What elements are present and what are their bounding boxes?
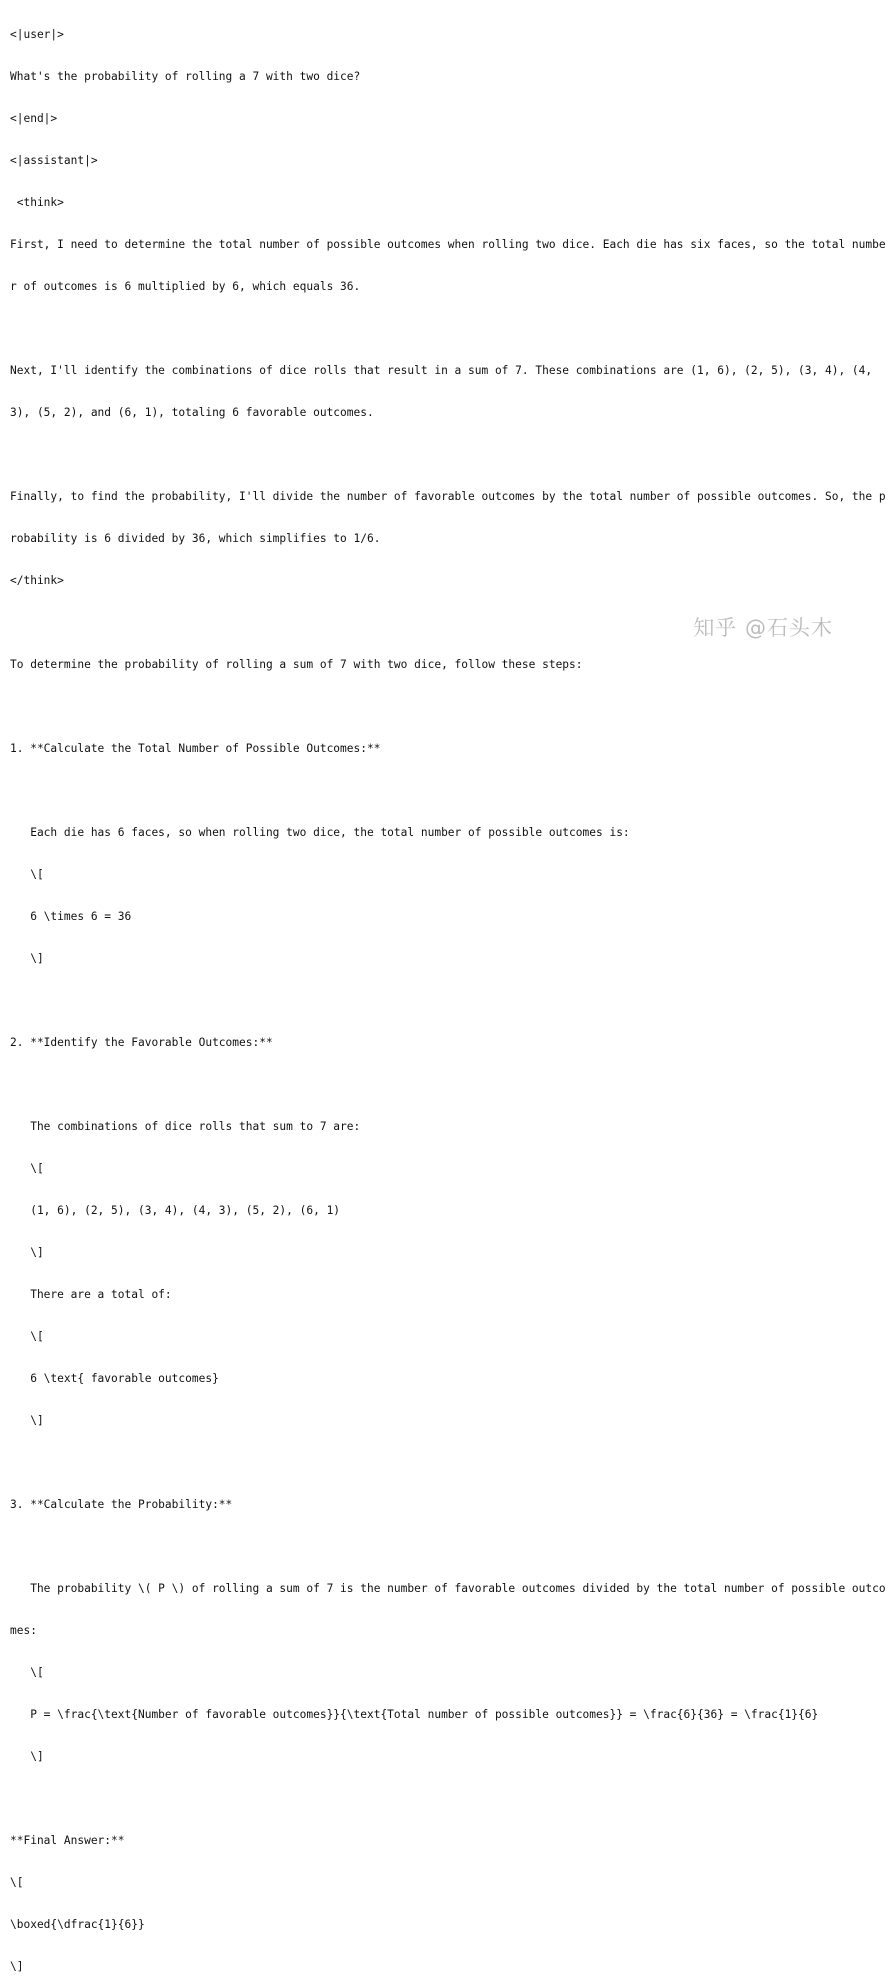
text-line: 1. **Calculate the Total Number of Possible Outcomes:**	[10, 742, 381, 755]
text-line: Each die has 6 faces, so when rolling two dice, the total number of possible outcomes is:	[10, 826, 630, 839]
text-line: \]	[10, 1750, 44, 1763]
text-line: 6 \times 6 = 36	[10, 910, 132, 923]
text-line: \[	[10, 1876, 24, 1889]
text-line	[10, 784, 851, 798]
text-line: (1, 6), (2, 5), (3, 4), (4, 3), (5, 2), (6, 1)	[10, 1204, 341, 1217]
text-line: \]	[10, 952, 44, 965]
text-line: 3), (5, 2), and (6, 1), totaling 6 favorable outcomes.	[10, 406, 374, 419]
text-line: The combinations of dice rolls that sum to 7 are:	[10, 1120, 361, 1133]
text-line: To determine the probability of rolling a sum of 7 with two dice, follow these steps:	[10, 658, 583, 671]
text-line	[10, 1540, 851, 1554]
text-line: \boxed{\dfrac{1}{6}}	[10, 1918, 145, 1931]
text-line: <|user|>	[10, 28, 64, 41]
text-line: 3. **Calculate the Probability:**	[10, 1498, 233, 1511]
text-line: The probability \( P \) of rolling a sum of 7 is the number of favorable outcomes divided by the total number of possible outco	[10, 1582, 886, 1595]
text-line: What's the probability of rolling a 7 with two dice?	[10, 70, 361, 83]
text-line	[10, 1792, 851, 1806]
text-line	[10, 322, 851, 336]
text-line	[10, 700, 851, 714]
text-line: </think>	[10, 574, 64, 587]
text-line	[10, 994, 851, 1008]
text-line: \]	[10, 1414, 44, 1427]
text-line: **Final Answer:**	[10, 1834, 125, 1847]
text-line: robability is 6 divided by 36, which simplifies to 1/6.	[10, 532, 381, 545]
text-line: First, I need to determine the total number of possible outcomes when rolling two dice. Each die has six faces, so the total numbe	[10, 238, 886, 251]
text-line: \[	[10, 1666, 44, 1679]
text-line: \]	[10, 1246, 44, 1259]
text-line	[10, 448, 851, 462]
text-line: 6 \text{ favorable outcomes}	[10, 1372, 219, 1385]
text-line: \[	[10, 868, 44, 881]
text-line: <think>	[10, 196, 64, 209]
text-line: \[	[10, 1162, 44, 1175]
watermark: 知乎 @石头木	[693, 616, 833, 640]
text-line: <|end|>	[10, 112, 58, 125]
text-line: P = \frac{\text{Number of favorable outcomes}}{\text{Total number of possible outcomes}} = \frac{6}{36} = \frac{1}{6}	[10, 1708, 819, 1721]
text-line: Finally, to find the probability, I'll divide the number of favorable outcomes by the total number of possible outcomes. So, the p	[10, 490, 886, 503]
text-line: \]	[10, 1960, 24, 1973]
text-line	[10, 1456, 851, 1470]
text-line: mes:	[10, 1624, 37, 1637]
terminal-output	[10, 0, 886, 1988]
text-line: <|assistant|>	[10, 154, 98, 167]
text-line: \[	[10, 1330, 44, 1343]
text-line: 2. **Identify the Favorable Outcomes:**	[10, 1036, 273, 1049]
text-line: There are a total of:	[10, 1288, 172, 1301]
text-line: Next, I'll identify the combinations of dice rolls that result in a sum of 7. These combinations are (1, 6), (2, 5), (3, 4), (4,	[10, 364, 873, 377]
text-line: r of outcomes is 6 multiplied by 6, which equals 36.	[10, 280, 361, 293]
text-line	[10, 1078, 851, 1092]
